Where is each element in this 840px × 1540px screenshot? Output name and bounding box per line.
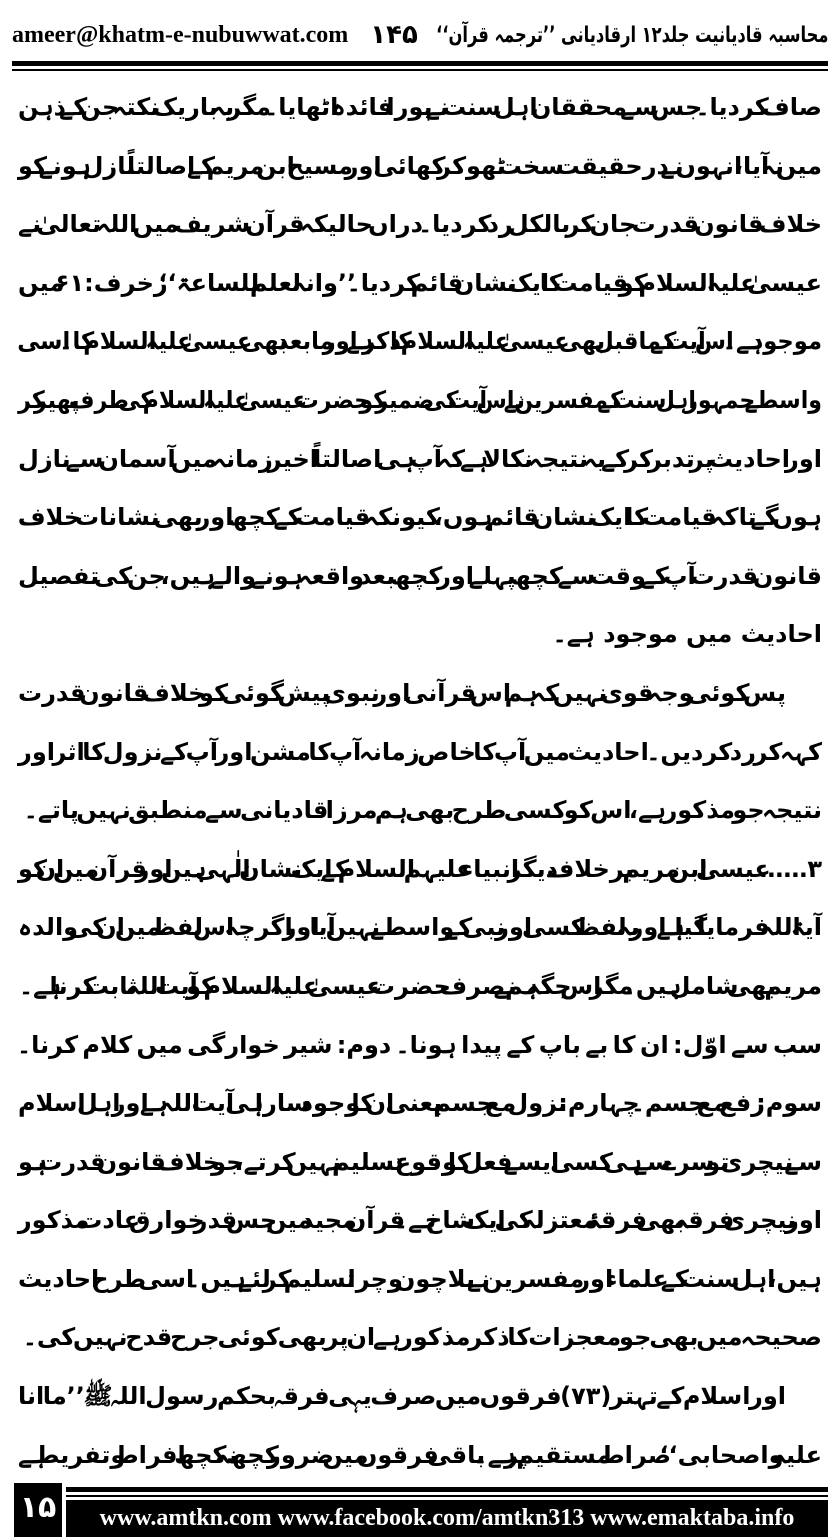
text-line: عیسیٰ علیہ السلام کو قیامت کا ایک نشان قائم کردیا۔ ’’وانہ لعلم للساعۃ‘‘ زخرف:۶۱ میں <box>18 268 822 297</box>
text-line: اور اسلام کے تہتر (۷۳) فرقوں میں صرف یہی فرقہ بحکم رسول اللہ ﷺ ’’ما انا <box>18 1382 787 1411</box>
text-line: واسطے جمہور اہل سنت کے مفسرین نے اس آیت کی ضمیر کو حضرت عیسیٰ علیہ السلام کی طرف پھیر کر <box>18 385 822 414</box>
header-page-number: ۱۴۵ <box>370 20 418 50</box>
text-line: مریم بھی شامل ہیں۔ مگر اس جگہ ہم نے صرف حضرت عیسیٰ علیہ السلام کو آیت اللہ ثابت کرنا ہے۔ <box>19 971 822 1000</box>
text-line: ۳…… عیسیٰ ابن مریم برخلاف دیگر انبیاء علیہم السلام کے ایک نشان الٰہی ہیں اور قرآن میں ان کو <box>18 854 822 883</box>
text-line: صحیحہ میں بھی جو معجزات کا ذکر مذکور ہے ان پر بھی کوئی جرح قدح نہیں کی۔ <box>22 1323 822 1352</box>
header-title-container <box>436 23 828 48</box>
text-line: نتیجہ جو مذکور ہے، اس کو کسی طرح بھی ہم مرزا قادیانی سے منطبق نہیں پاتے۔ <box>23 796 822 825</box>
text-line: سے نیچری تو سرے سے ہی کسی ایسے فعل کا وقوع تسلیم نہیں کرتے، جو خلاف قانون قدرت ہو <box>18 1147 822 1176</box>
text-line: پس کوئی وجہ قوی نہیں کہ ہم اس قرآنی اور نبوی پیش گوئی کو خلاف قانون قدرت <box>18 678 786 707</box>
header-title: محاسبہ قادیانیت جلد۱۲ ارقادیانی ’’ترجمہ قرآن‘‘ <box>435 22 828 48</box>
footer-rule-thin <box>66 1495 828 1497</box>
footer-links: www.amtkn.com www.facebook.com/amtkn313 www.emaktaba.info <box>66 1500 828 1537</box>
page-header <box>12 12 828 58</box>
text-line: صاف کردیا۔ جس سے محققان اہل سنت نے پورا فائدہ اٹھایا۔ مگر یہ باریک نکتہ جن کے ذہن <box>18 93 822 121</box>
text-line: موجود ہے۔ اس آیت کے ماقبل بھی عیسیٰ علیہ السلام کا ذکر ہے اور مابعد بھی عیسیٰ علیہ السلام کا۔ اسی <box>17 327 822 356</box>
text-line: اور نیچری فرقہ بھی فرقۂ معتزلہ کی ایک شاخ ہے۔ قرآن مجید میں جس قدر خوارق عادت مذکور <box>17 1206 822 1235</box>
header-rule-thin <box>12 69 828 71</box>
footer-rule-thick <box>66 1487 828 1492</box>
text-line: کہہ کر رد کردیں۔ احادیث میں آپ کا خاص زمانہ آپ کا مشن اور آپ کے نزول کا اثر اور <box>18 737 822 766</box>
text-line: سب سے اوّل: ان کا بے باپ کے پیدا ہونا۔ دوم: شیر خوارگی میں کلام کرنا۔ <box>17 1030 822 1059</box>
header-rule-thick <box>12 61 828 66</box>
text-line: خلاف قانون قدرت جان کر بالکل رد کردیا۔ دراں حالیکہ قرآن شریف میں اللہ تعالیٰ نے <box>18 210 822 239</box>
text-line: سوم: رفع مع جسم۔ چہارم: نزول مع جسم یعنی ان کا وجود سارا ہی آیت اللہ ہے اور اہل اسلام <box>18 1089 822 1118</box>
header-email: ameer@khatm-e-nubuwwat.com <box>12 21 349 48</box>
text-line: علیہ واصحابی‘‘ صراط مستقیم پر ہے۔ باقی فرقوں میں ضرور کچھ نہ کچھ افراط وتفریط ہے <box>18 1440 822 1469</box>
text-line: قانون قدرت آپ کے وقت سے کچھ پہلے اور کچھ بعد واقعہ ہونے والے ہیں، جن کی تفصیل <box>18 561 822 590</box>
text-line: میں نہ آیا، انہوں نے درحقیقت سخت ٹھوکر کھائی اور مسیح ابن مریم کے اصالتاً نازل ہونے کو <box>18 151 822 180</box>
text-line: آیۃ اللہ فرمایا گیا ہے اور یہ لفظ کسی اور نبی کے واسطے نہیں آیا اور اگرچہ اس لفظ میں ان کی والدہ <box>18 913 822 942</box>
text-line: ہیں، اہل سنت کے علماء اور مفسرین نے بلاچون وچرا تسلیم کر لئے ہیں۔ اسی طرح احادیث <box>18 1264 822 1293</box>
text-line: احادیث میں موجود ہے۔ <box>552 620 822 649</box>
text-line: اور احادیث پر تدبر کر کے یہ نتیجہ نکالا ہے کہ آپ ہی اصالتاً اخیر زمانہ میں آسمان سے نازل <box>18 444 822 473</box>
footer-page-number: ۱۵ <box>14 1483 62 1537</box>
text-line: ہوں گے تاکہ قیامت کا ایک نشان قائم ہوں، کیونکہ قیامت کے کچھ اور بھی نشانات خلاف <box>17 503 822 532</box>
document-body <box>18 78 822 1484</box>
